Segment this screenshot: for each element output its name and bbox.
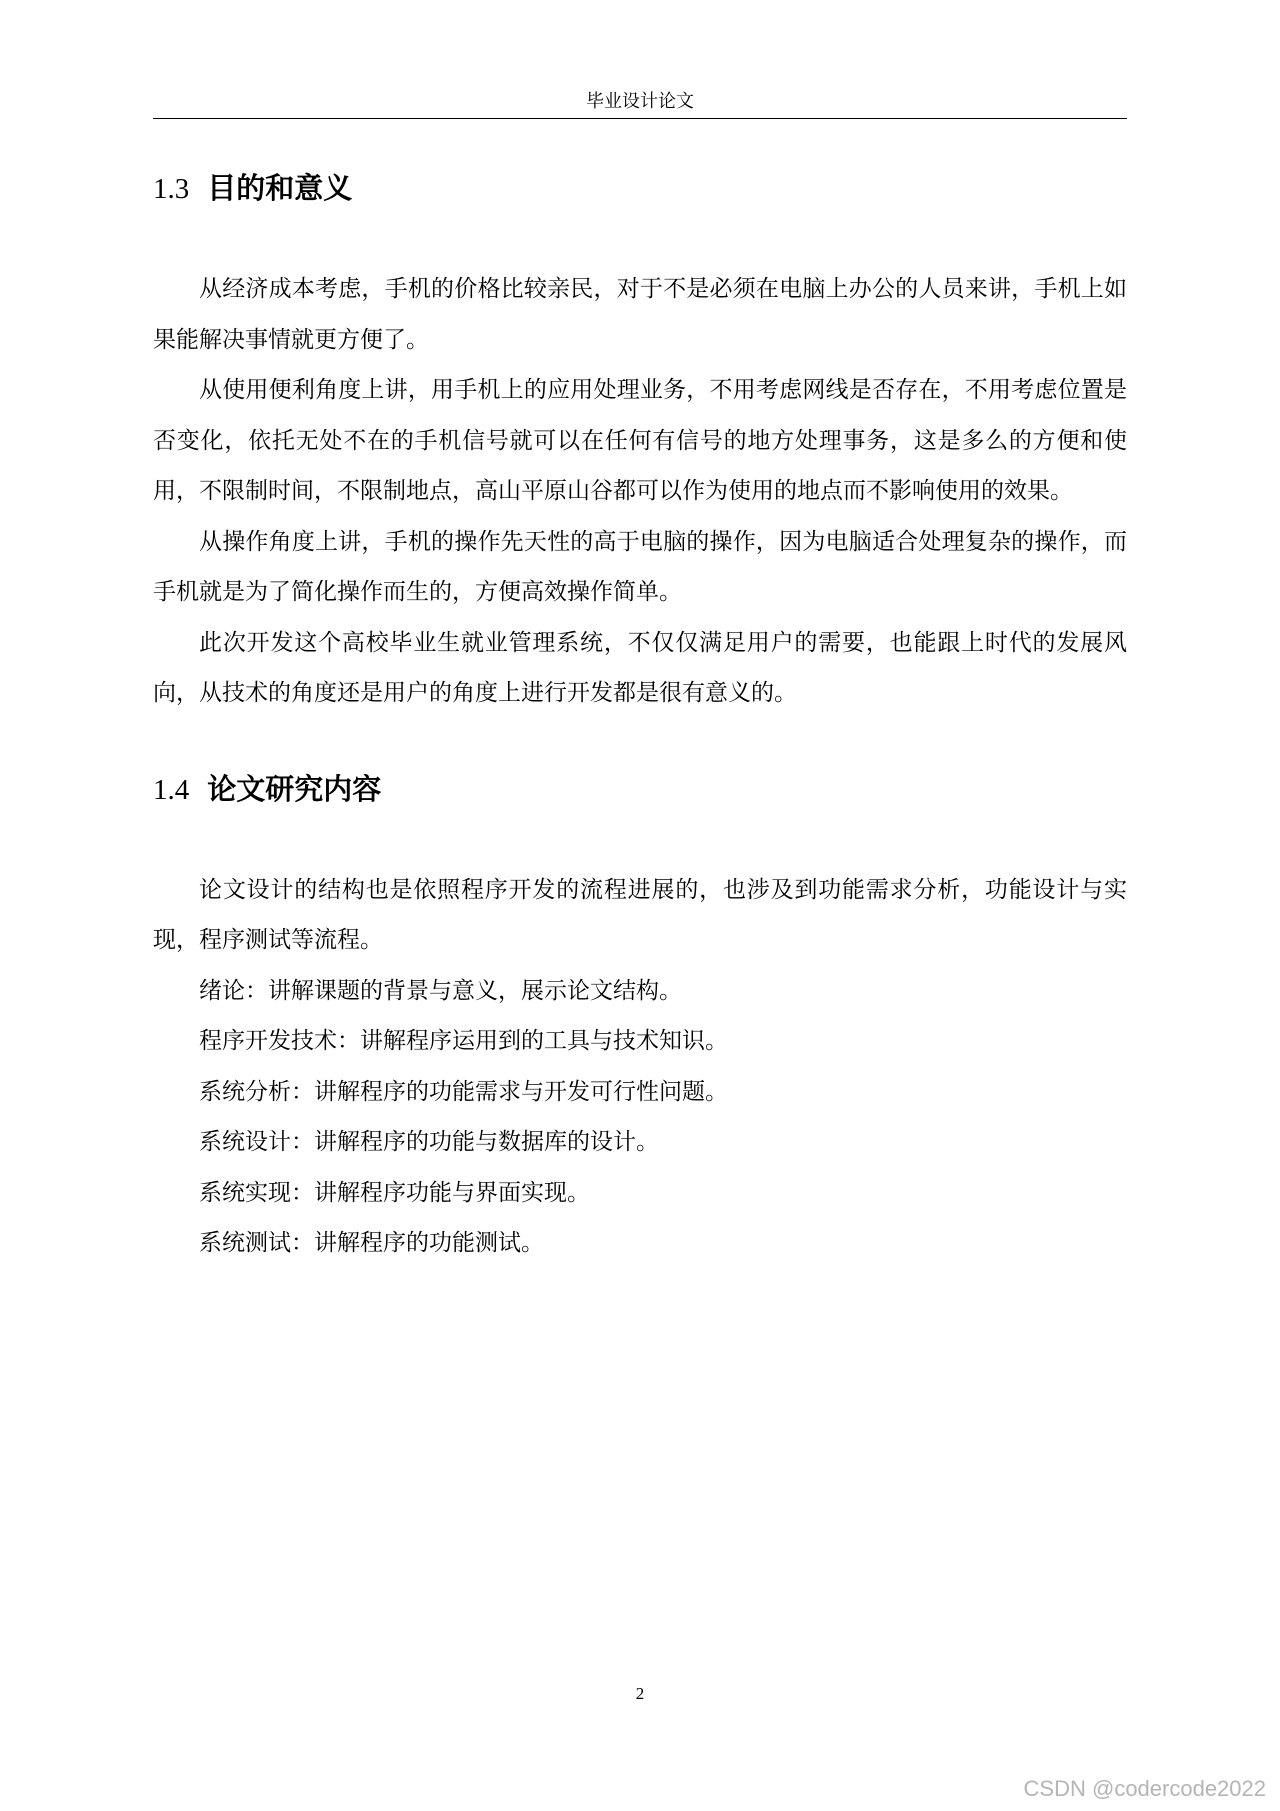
list-item: 系统设计：讲解程序的功能与数据库的设计。 [199,1129,659,1155]
section-heading-1-3 [153,160,1127,216]
list-item: 系统分析：讲解程序的功能需求与开发可行性问题。 [199,1078,728,1105]
section-number: 1.3 [153,173,190,205]
list-item: 系统实现：讲解程序功能与界面实现。 [199,1179,590,1206]
list-item: 程序开发技术：讲解程序运用到的工具与技术知识。 [199,1028,728,1054]
section-number: 1.4 [153,773,190,806]
spacer [153,216,1127,264]
spacer [153,719,1127,761]
paragraph: 从使用便利角度上讲，用手机上的应用处理业务，不用考虑网线是否存在，不用考虑位置是否变化，依托无处不在的手机信号就可以在任何有信号的地方处理事务，这是多么的方便和使用，不限制时间，不限制地点，高山平原山谷都可以作为使用的地点而不影响使用的效果。 [153,377,1127,504]
paragraph: 此次开发这个高校毕业生就业管理系统，不仅仅满足用户的需要，也能跟上时代的发展风向，从技术的角度还是用户的角度上进行开发都是很有意义的。 [153,629,1127,706]
list-item: 绪论：讲解课题的背景与意义，展示论文结构。 [199,977,682,1004]
spacer [153,817,1127,865]
running-header: 毕业设计论文 [586,91,694,112]
section-heading-1-4 [153,761,1127,817]
section-title: 论文研究内容 [207,771,382,806]
header-rule [153,118,1127,119]
watermark: CSDN @codercode2022 [1023,1776,1266,1801]
paragraph: 从操作角度上讲，手机的操作先天性的高于电脑的操作，因为电脑适合处理复杂的操作，而手机就是为了简化操作而生的，方便高效操作简单。 [153,528,1127,605]
list-item: 系统测试：讲解程序的功能测试。 [199,1230,544,1256]
page-number: 2 [635,1684,645,1703]
section-title: 目的和意义 [207,171,353,205]
paragraph: 从经济成本考虑，手机的价格比较亲民，对于不是必须在电脑上办公的人员来讲，手机上如果能解决事情就更方便了。 [153,276,1127,353]
page-content [153,160,1127,1269]
paragraph: 论文设计的结构也是依照程序开发的流程进展的，也涉及到功能需求分析，功能设计与实现，程序测试等流程。 [153,876,1127,953]
